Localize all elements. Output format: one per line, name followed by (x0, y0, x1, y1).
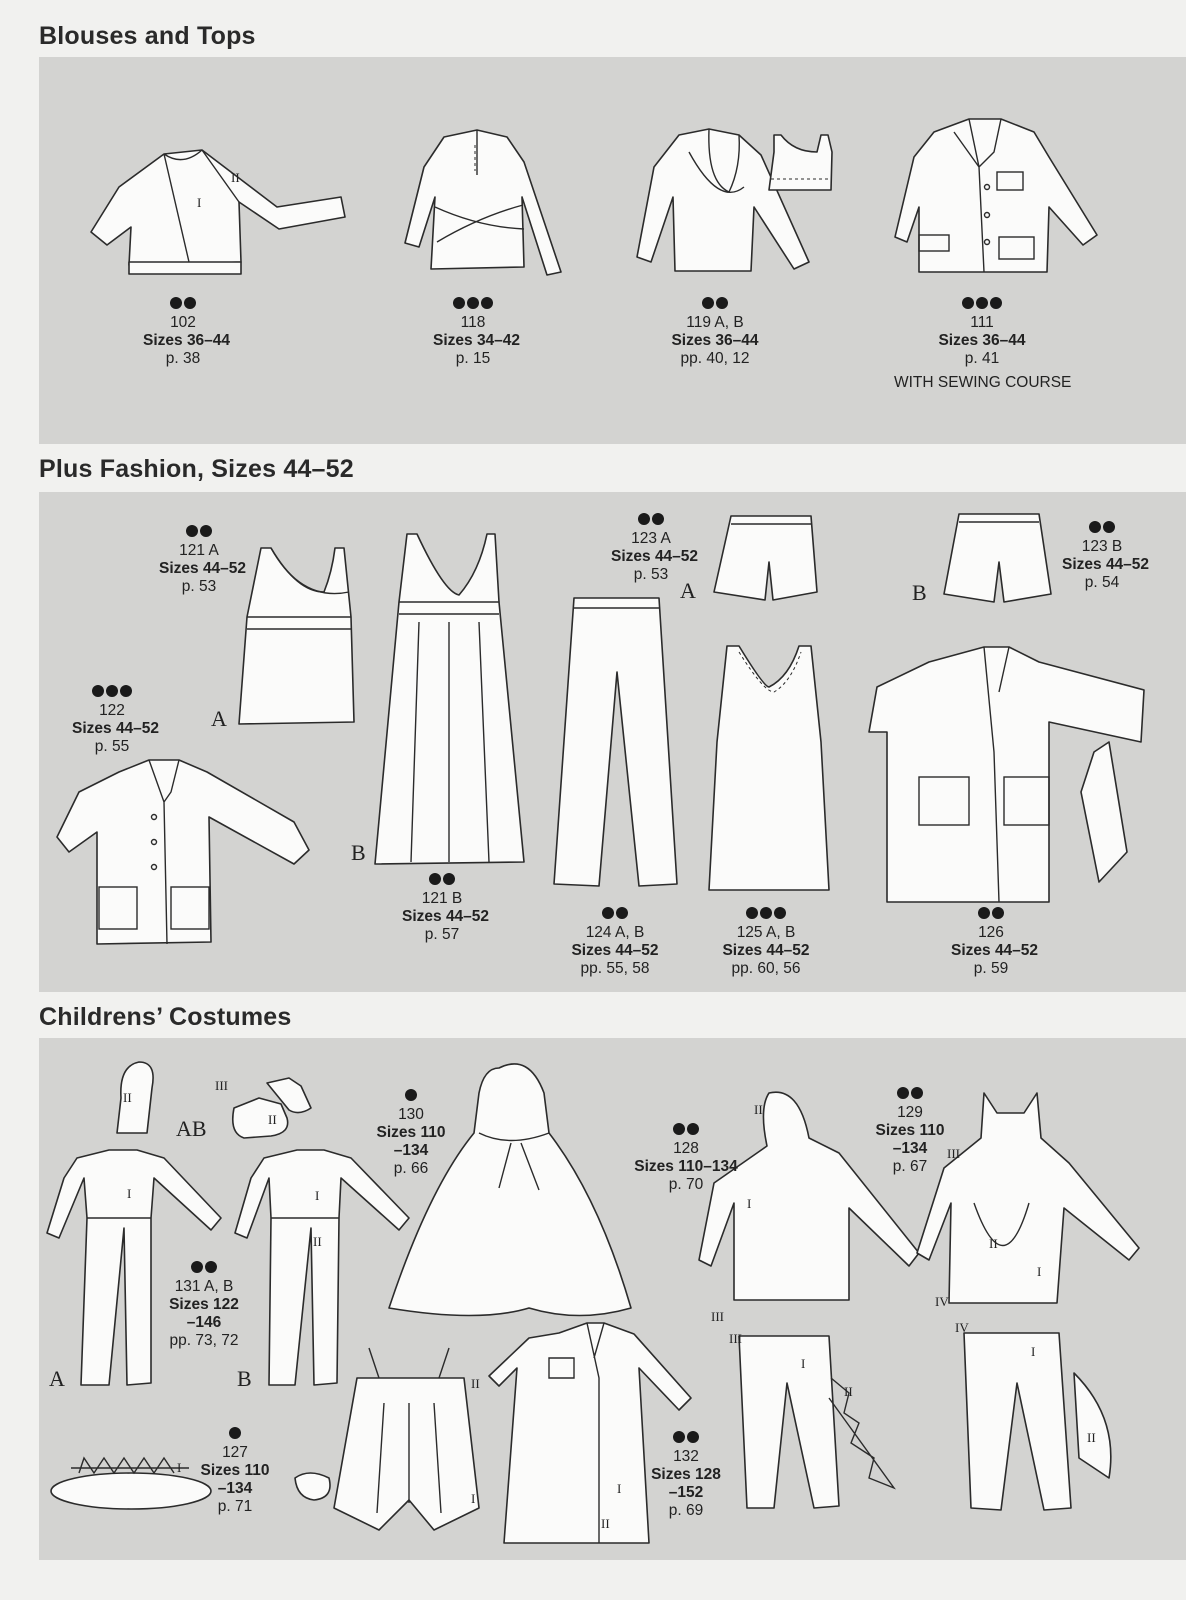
difficulty-dots (932, 296, 1032, 314)
svg-text:I: I (315, 1188, 320, 1203)
svg-text:I: I (177, 1460, 182, 1475)
garment-123a-shorts (680, 516, 817, 603)
blouses-panel (39, 57, 1186, 444)
pattern-label-121a: 121 A Sizes 44–52 p. 53 (159, 524, 239, 596)
pattern-label-130: 130 Sizes 110 –134 p. 66 (371, 1088, 451, 1178)
difficulty-dots (72, 684, 152, 702)
variant-letter: B (351, 840, 366, 865)
svg-text:IV: IV (935, 1294, 949, 1309)
difficulty-dots (159, 524, 239, 542)
roman-label: II (231, 170, 240, 185)
svg-text:II: II (754, 1102, 763, 1117)
pattern-label-123a: 123 A Sizes 44–52 p. 53 (611, 512, 691, 584)
pattern-label-126: 126 Sizes 44–52 p. 59 (951, 906, 1031, 978)
svg-text:I: I (1037, 1264, 1042, 1279)
pattern-label-102: 102 Sizes 36–44 p. 38 (143, 296, 223, 368)
garment-125-nightdress (709, 646, 829, 890)
pattern-label-125: 125 A, B Sizes 44–52 pp. 60, 56 (716, 906, 816, 978)
svg-text:III: III (215, 1078, 228, 1093)
svg-text:II: II (844, 1384, 853, 1399)
variant-letter: B (912, 580, 927, 605)
pattern-label-132: 132 Sizes 128 –152 p. 69 (646, 1430, 726, 1520)
svg-text:III: III (947, 1146, 960, 1161)
garment-123b-shorts (912, 514, 1051, 605)
garment-118-top (405, 130, 561, 275)
pattern-label-122: 122 Sizes 44–52 p. 55 (72, 684, 152, 756)
svg-text:II: II (1087, 1430, 1096, 1445)
svg-text:II: II (268, 1112, 277, 1127)
garment-131b-suit (235, 1150, 409, 1391)
pattern-label-127: 127 Sizes 110 –134 p. 71 (195, 1426, 275, 1516)
difficulty-dots (433, 296, 513, 314)
difficulty-dots (1062, 520, 1142, 538)
difficulty-dots (646, 1430, 726, 1448)
difficulty-dots (402, 872, 482, 890)
pattern-label-123b: 123 B Sizes 44–52 p. 54 (1062, 520, 1142, 592)
section-title-plus: Plus Fashion, Sizes 44–52 (39, 455, 354, 483)
pattern-label-128: 128 Sizes 110–134 p. 70 (621, 1122, 751, 1194)
difficulty-dots (159, 1260, 249, 1278)
svg-text:IV: IV (955, 1320, 969, 1335)
garment-122-jacket (57, 760, 309, 944)
garment-126-robe (869, 647, 1144, 902)
svg-text:II: II (123, 1090, 132, 1105)
garment-131-hat-shoes (117, 1062, 311, 1141)
variant-letter: AB (176, 1116, 207, 1141)
section-title-children: Childrens’ Costumes (39, 1003, 292, 1031)
difficulty-dots (143, 296, 223, 314)
children-panel (39, 1038, 1186, 1560)
garment-119-top (637, 129, 832, 271)
variant-letter: B (237, 1366, 252, 1391)
garment-111-jacket (895, 119, 1097, 272)
svg-text:II: II (313, 1234, 322, 1249)
pattern-label-118: 118 Sizes 34–42 p. 15 (433, 296, 513, 368)
difficulty-dots (621, 1122, 751, 1140)
garment-102-sweatshirt (91, 150, 345, 274)
difficulty-dots (195, 1426, 275, 1444)
svg-text:II: II (471, 1376, 480, 1391)
variant-letter: A (49, 1366, 65, 1391)
difficulty-dots (565, 906, 665, 924)
section-title-blouses: Blouses and Tops (39, 22, 256, 50)
pattern-label-119: 119 A, B Sizes 36–44 pp. 40, 12 (665, 296, 765, 368)
svg-text:I: I (471, 1491, 476, 1506)
pattern-label-131: 131 A, B Sizes 122 –146 pp. 73, 72 (159, 1260, 249, 1350)
pattern-label-121b: 121 B Sizes 44–52 p. 57 (402, 872, 482, 944)
difficulty-dots (870, 1086, 950, 1104)
svg-text:III: III (729, 1331, 742, 1346)
roman-label: I (197, 195, 202, 210)
svg-text:I: I (617, 1481, 622, 1496)
pattern-label-124: 124 A, B Sizes 44–52 pp. 55, 58 (565, 906, 665, 978)
svg-text:I: I (801, 1356, 806, 1371)
garment-121b-dress (351, 534, 524, 865)
plus-panel (39, 492, 1186, 992)
svg-text:I: I (1031, 1344, 1036, 1359)
garment-129-fox (917, 1093, 1139, 1510)
sewing-course-note: WITH SEWING COURSE (894, 374, 1072, 391)
pattern-label-111: 111 Sizes 36–44 p. 41 (932, 296, 1032, 368)
svg-text:I: I (747, 1196, 752, 1211)
svg-text:I: I (127, 1186, 132, 1201)
difficulty-dots (716, 906, 816, 924)
pattern-label-129: 129 Sizes 110 –134 p. 67 (870, 1086, 950, 1176)
difficulty-dots (371, 1088, 451, 1106)
variant-letter: A (680, 578, 696, 603)
variant-letter: A (211, 706, 227, 731)
difficulty-dots (611, 512, 691, 530)
svg-text:II: II (601, 1516, 610, 1531)
garment-124-trousers (554, 598, 677, 886)
difficulty-dots (665, 296, 765, 314)
svg-text:III: III (711, 1309, 724, 1324)
svg-text:II: II (989, 1236, 998, 1251)
difficulty-dots (951, 906, 1031, 924)
